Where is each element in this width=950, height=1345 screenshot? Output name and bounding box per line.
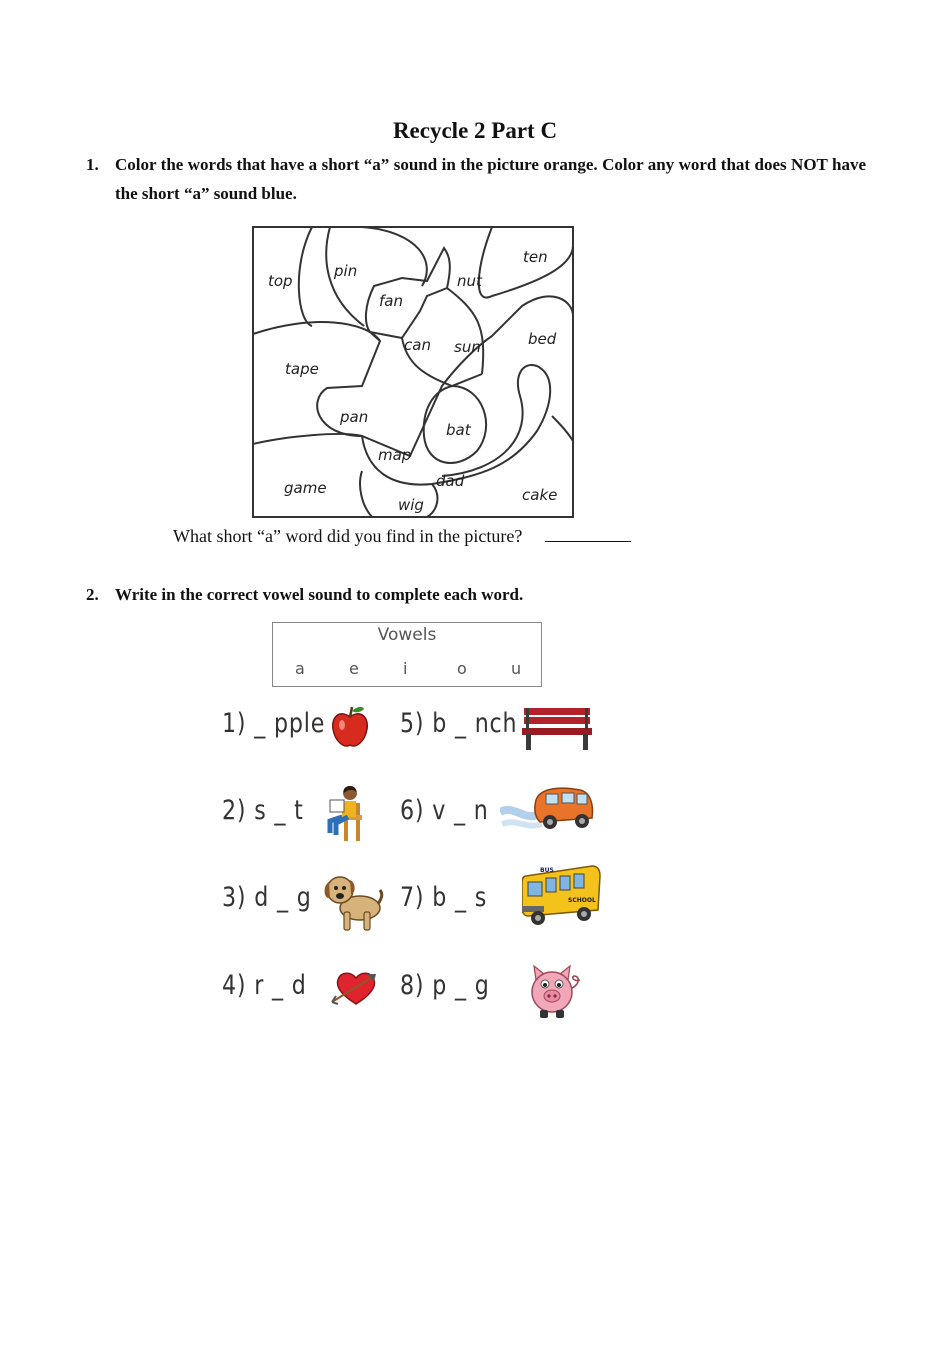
question-1-number: 1. xyxy=(86,155,99,174)
word-pan: pan xyxy=(340,408,369,426)
word-dad: dad xyxy=(436,472,465,490)
word-sun: sun xyxy=(454,338,481,356)
school-bus-icon xyxy=(522,862,602,928)
word-fan: fan xyxy=(379,292,403,310)
question-1 xyxy=(86,150,866,208)
bus-sign-text: BUS xyxy=(540,867,554,874)
word-top: top xyxy=(268,272,293,290)
bus-school-text: SCHOOL xyxy=(568,897,596,904)
dog-icon xyxy=(320,868,384,934)
region-line xyxy=(362,227,427,286)
van-icon xyxy=(500,782,598,834)
word-nut: nut xyxy=(457,272,482,290)
question-2-text: Write in the correct vowel sound to complete each word. xyxy=(115,585,524,604)
vowel-item-6: 6) v _ n xyxy=(400,795,489,826)
word-cake: cake xyxy=(522,486,558,504)
vowel-box-title: Vowels xyxy=(377,625,437,645)
color-by-sound-picture xyxy=(252,226,574,518)
word-ten: ten xyxy=(523,248,548,266)
vowel-a: a xyxy=(295,659,305,678)
vowel-item-3: 3) d _ g xyxy=(222,882,312,913)
region-line xyxy=(360,471,372,517)
pig-icon xyxy=(528,958,584,1020)
word-pin: pin xyxy=(334,262,358,280)
word-can: can xyxy=(404,336,431,354)
vowel-item-5: 5) b _ nch xyxy=(400,708,518,739)
region-line xyxy=(447,288,483,374)
question-2 xyxy=(86,580,866,609)
vowel-item-4: 4) r _ d xyxy=(222,970,307,1001)
apple-icon xyxy=(330,705,370,749)
region-line xyxy=(253,434,362,444)
vowel-o: o xyxy=(457,659,467,678)
vowel-item-8: 8) p _ g xyxy=(400,970,490,1001)
bench-icon xyxy=(520,706,594,752)
word-game: game xyxy=(284,479,327,497)
vowel-item-7: 7) b _ s xyxy=(400,882,488,913)
vowel-u: u xyxy=(511,659,522,678)
question-2-number: 2. xyxy=(86,585,99,604)
region-line xyxy=(299,227,312,326)
word-bat: bat xyxy=(446,421,471,439)
word-tape: tape xyxy=(285,360,319,378)
word-bed: bed xyxy=(528,330,557,348)
vowel-item-1: 1) _ pple xyxy=(222,708,326,739)
sitting-child-icon xyxy=(322,783,364,843)
region-line xyxy=(552,416,573,441)
vowel-i: i xyxy=(403,659,408,678)
heart-icon xyxy=(330,968,378,1008)
page-title: Recycle 2 Part C xyxy=(392,118,558,143)
find-word-prompt: What short “a” word did you find in the picture? xyxy=(173,526,523,546)
vowel-e: e xyxy=(349,659,359,678)
vowel-box xyxy=(272,622,542,687)
word-map: map xyxy=(378,446,412,464)
vowel-item-2: 2) s _ t xyxy=(222,795,304,826)
question-1-text: Color the words that have a short “a” sound in the picture orange. Color any word that does NOT have the short “a” sound blue. xyxy=(115,155,866,203)
answer-blank[interactable] xyxy=(545,525,631,542)
find-word-line xyxy=(173,525,631,547)
word-wig: wig xyxy=(398,496,424,514)
